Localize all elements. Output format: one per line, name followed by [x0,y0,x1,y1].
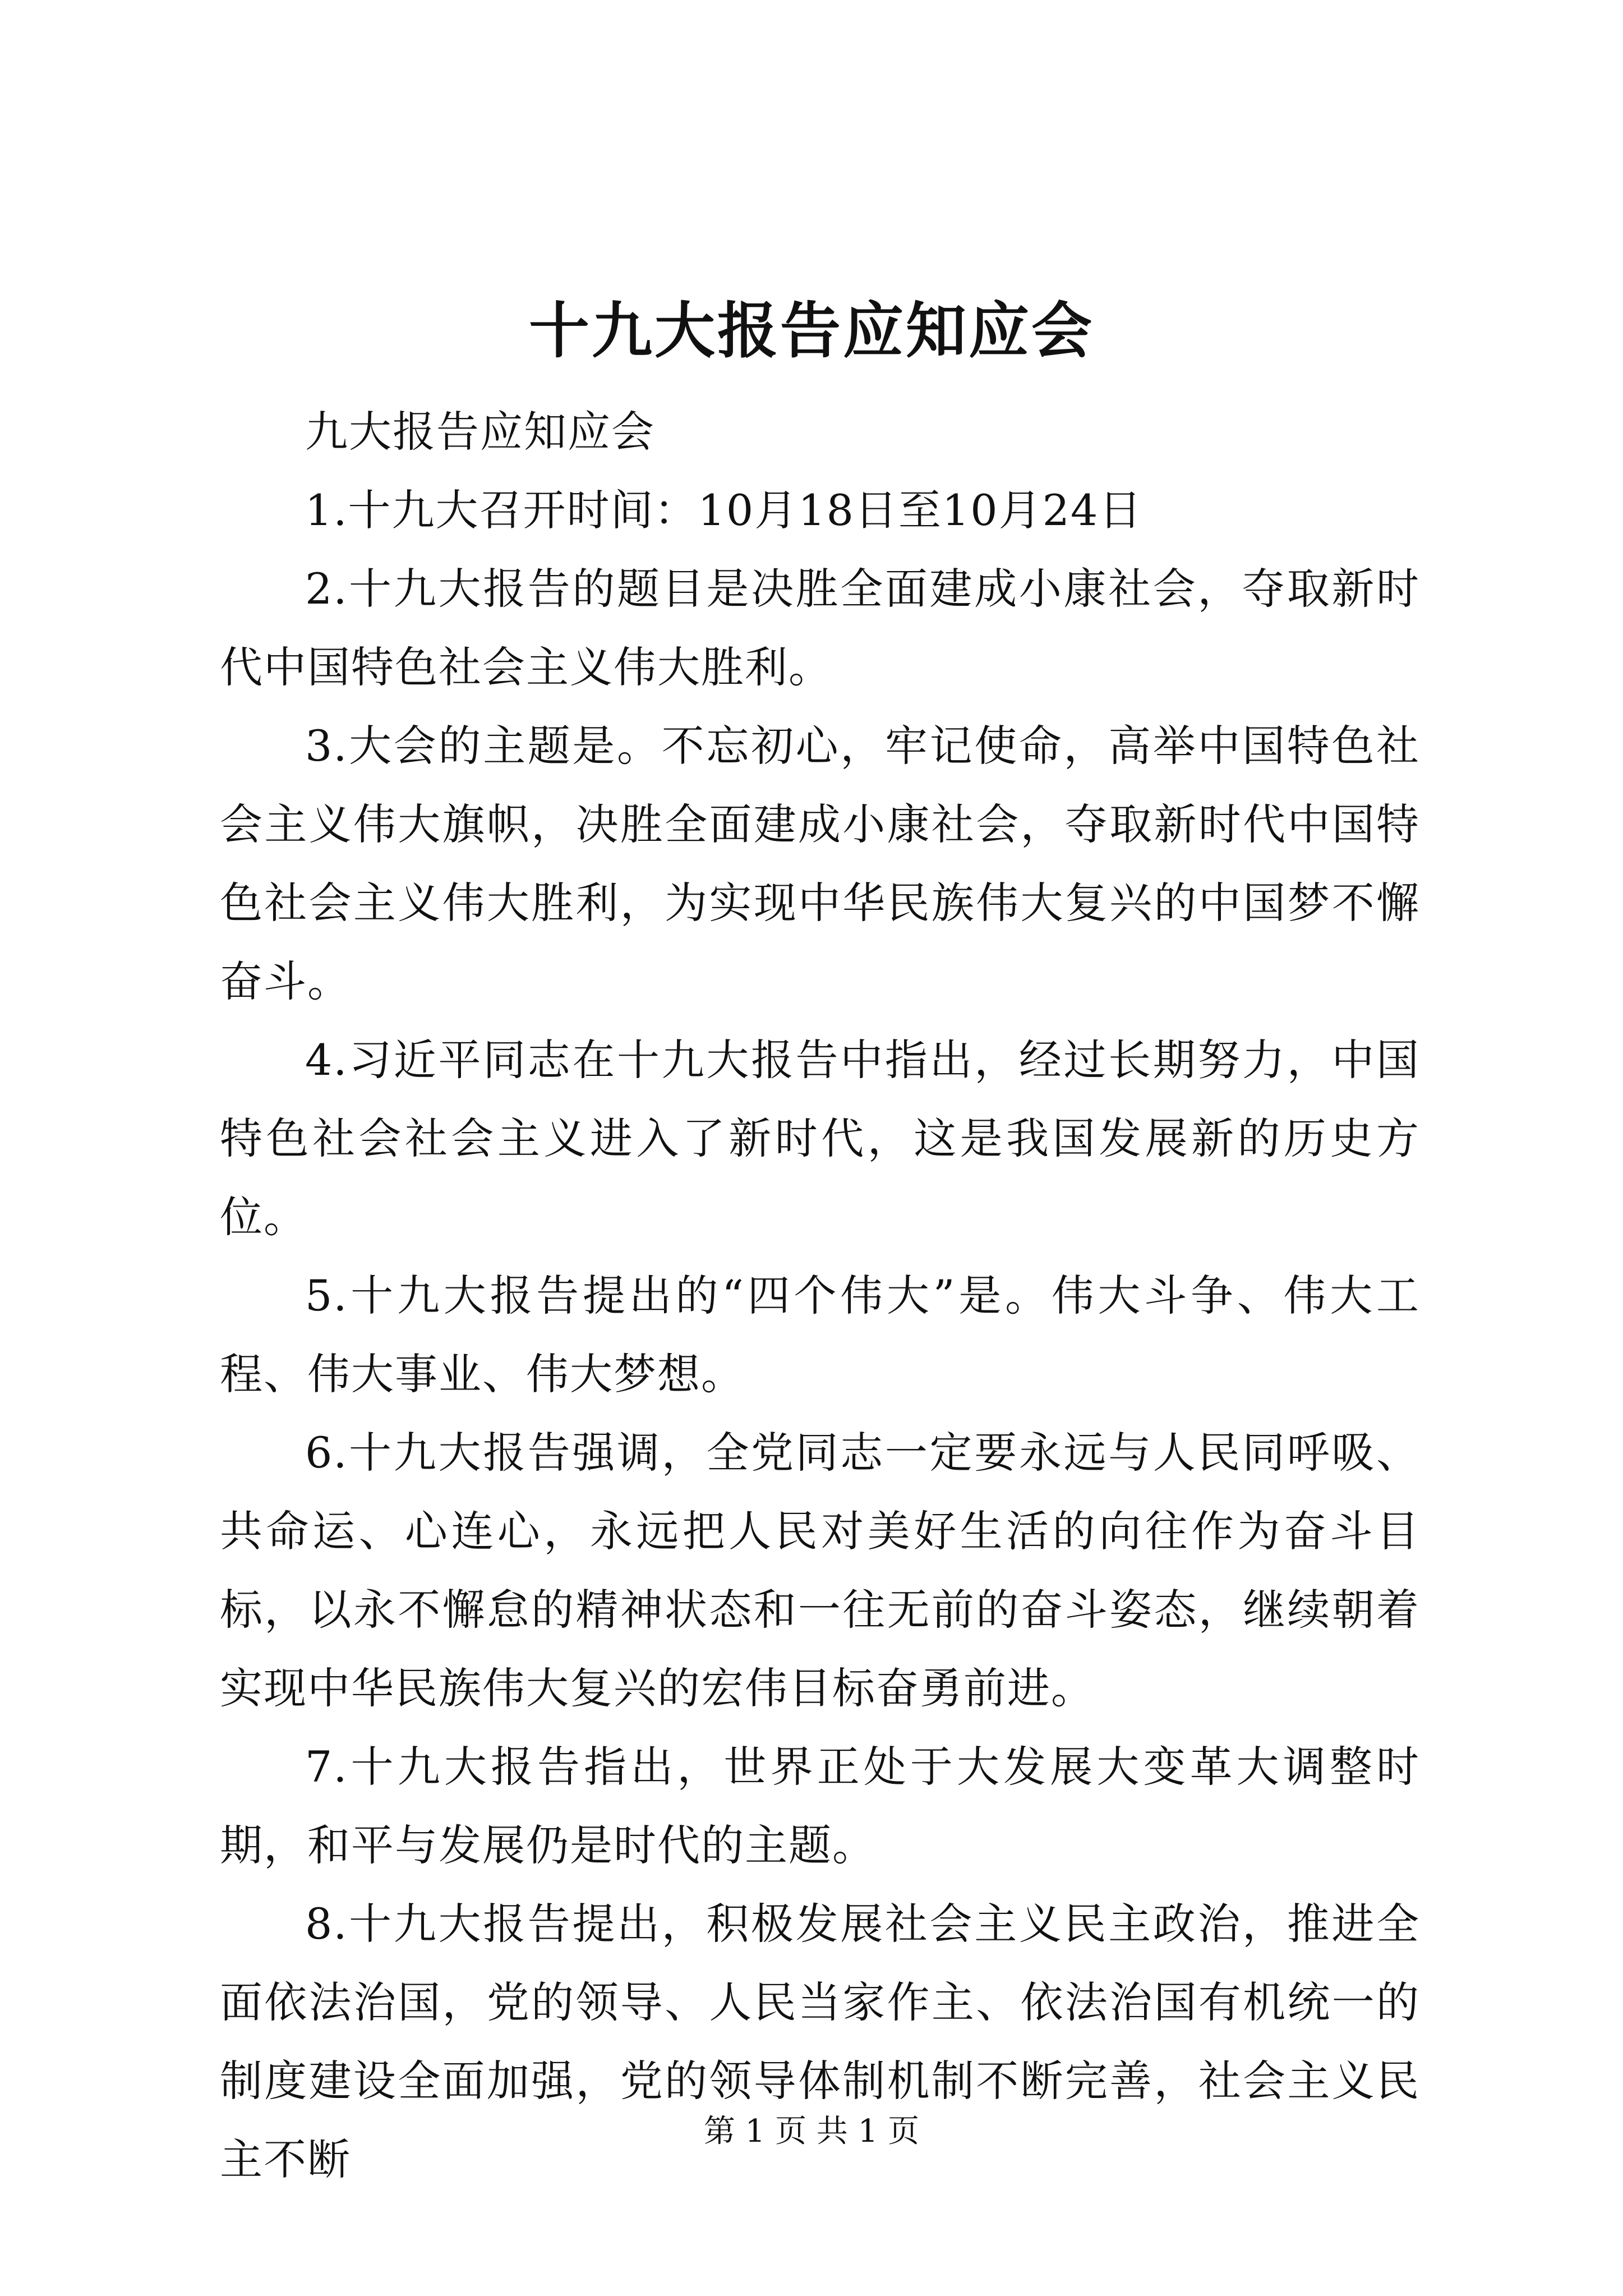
paragraph: 4.习近平同志在十九大报告中指出，经过长期努力，中国特色社会社会主义进入了新时代，这是我国发展新的历史方位。 [220,1035,1420,1242]
paragraph: 7.十九大报告指出，世界正处于大发展大变革大调整时期，和平与发展仍是时代的主题。 [220,1742,1420,1870]
paragraph: 2.十九大报告的题目是决胜全面建成小康社会，夺取新时代中国特色社会主义伟大胜利。 [220,564,1420,692]
page-footer: 第 1 页 共 1 页 [703,2113,920,2150]
paragraph: 8.十九大报告提出，积极发展社会主义民主政治，推进全面依法治国，党的领导、人民当家作主、依法治国有机统一的制度建设全面加强，党的领导体制机制不断完善，社会主义民主不断 [220,1899,1420,2184]
document-body [220,393,1420,2199]
paragraph: 5.十九大报告提出的“四个伟大”是。伟大斗争、伟大工程、伟大事业、伟大梦想。 [220,1271,1420,1399]
paragraph: 九大报告应知应会 [305,407,655,457]
paragraph: 6.十九大报告强调，全党同志一定要永远与人民同呼吸、共命运、心连心，永远把人民对美好生活的向往作为奋斗目标，以永不懈怠的精神状态和一往无前的奋斗姿态，继续朝着实现中华民族伟大复兴的宏伟目标奋勇前进。 [220,1428,1420,1713]
paragraph: 3.大会的主题是。不忘初心，牢记使命，高举中国特色社会主义伟大旗帜，决胜全面建成小康社会，夺取新时代中国特色社会主义伟大胜利，为实现中华民族伟大复兴的中国梦不懈奋斗。 [220,721,1420,1006]
paragraph: 1.十九大召开时间：10月18日至10月24日 [305,485,1143,535]
document-title: 十九大报告应知应会 [528,296,1094,366]
